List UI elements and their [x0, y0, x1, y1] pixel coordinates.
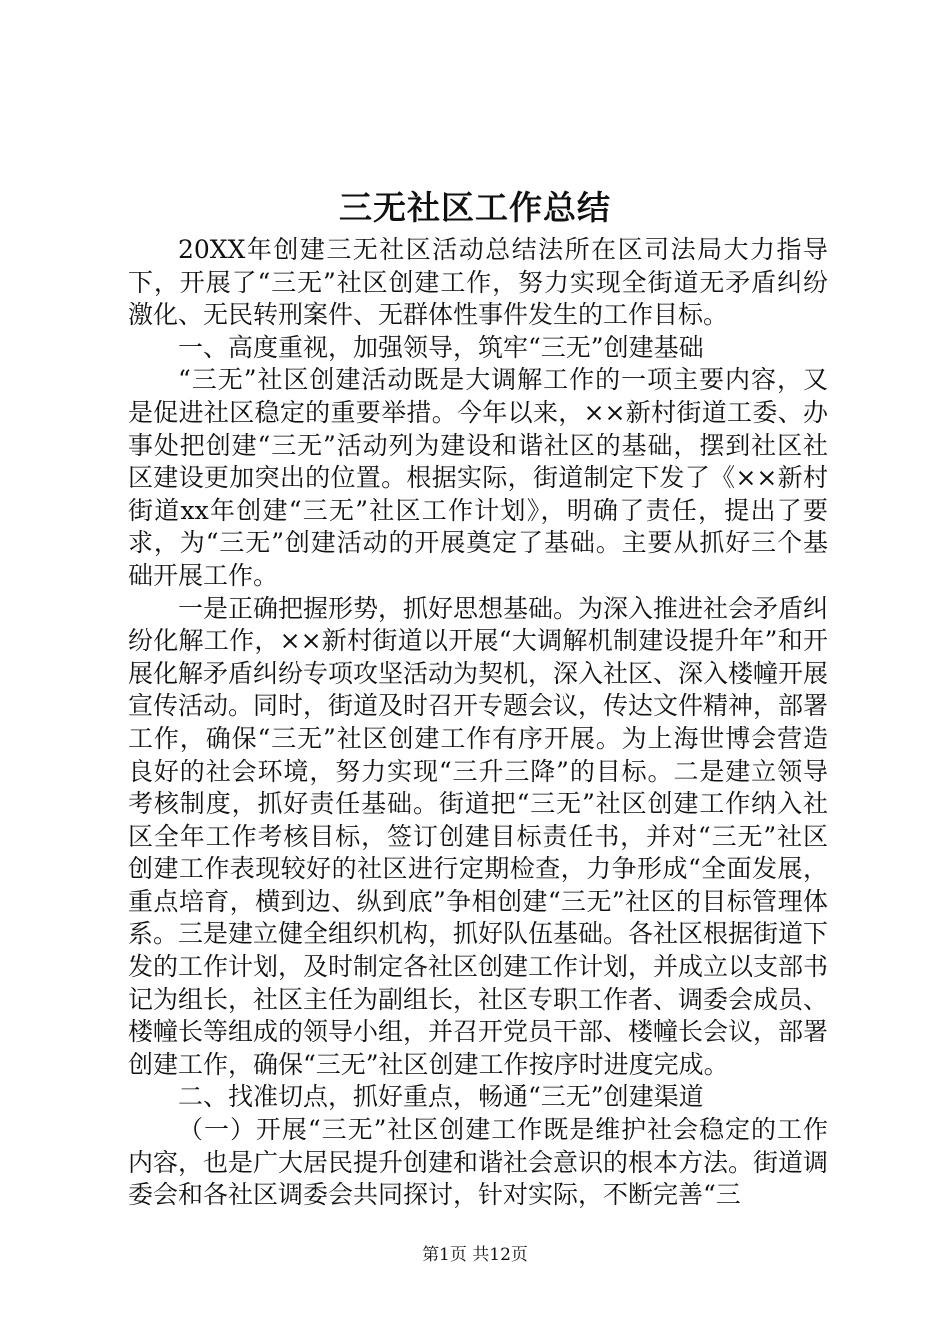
paragraph-section-2: （一）开展“三无”社区创建工作既是维护社会稳定的工作内容，也是广大居民提升创建和谐社会意识的根本方法。街道调委会和各社区调委会共同探讨，针对实际，不断完善“三 [128, 1115, 829, 1210]
document-body [128, 234, 828, 1212]
paragraph-section-1: “三无”社区创建活动既是大调解工作的一项主要内容，又是促进社区稳定的重要举措。今年以来，××新村街道工委、办事处把创建“三无”活动列为建设和谐社区的基础，摆到社区社区建设更加突出的位置。根据实际，街道制定下发了《××新村街道xx年创建“三无”社区工作计划》，明确了责任，提出了要求，为“三无”创建活动的开展奠定了基础。主要从抓好三个基础开展工作。 [128, 365, 828, 590]
section-heading-1: 一、高度重视，加强领导，筑牢“三无”创建基础 [178, 332, 704, 362]
paragraph-foundations: 一是正确把握形势，抓好思想基础。为深入推进社会矛盾纠纷化解工作，××新村街道以开展“大调解机制建设提升年”和开展化解矛盾纠纷专项攻坚活动为契机，深入社区、深入楼幢开展宣传活动。同时，街道及时召开专题会议，传达文件精神，部署工作，确保“三无”社区创建工作有序开展。为上海世博会营造良好的社会环境，努力实现“三升三降”的目标。二是建立领导考核制度，抓好责任基础。街道把“三无”社区创建工作纳入社区全年工作考核目标，签订创建目标责任书，并对“三无”社区创建工作表现较好的社区进行定期检查，力争形成“全面发展，重点培育，横到边、纵到底”争相创建“三无”社区的目标管理体系。三是建立健全组织机构，抓好队伍基础。各社区根据街道下发的工作计划，及时制定各社区创建工作计划，并成立以支部书记为组长，社区主任为副组长，社区专职工作者、调委会成员、楼幢长等组成的领导小组，并召开党员干部、楼幢长会议，部署创建工作，确保“三无”社区创建工作按序时进度完成。 [128, 593, 829, 1079]
paragraph-intro: 20XX年创建三无社区活动总结法所在区司法局大力指导下，开展了“三无”社区创建工作，努力实现全街道无矛盾纠纷激化、无民转刑案件、无群体性事件发生的工作目标。 [128, 235, 828, 330]
document-title: 三无社区工作总结 [339, 188, 611, 227]
section-heading-2: 二、找准切点，抓好重点，畅通“三无”创建渠道 [178, 1082, 704, 1112]
page-number-footer: 第1页 共12页 [422, 1245, 528, 1265]
